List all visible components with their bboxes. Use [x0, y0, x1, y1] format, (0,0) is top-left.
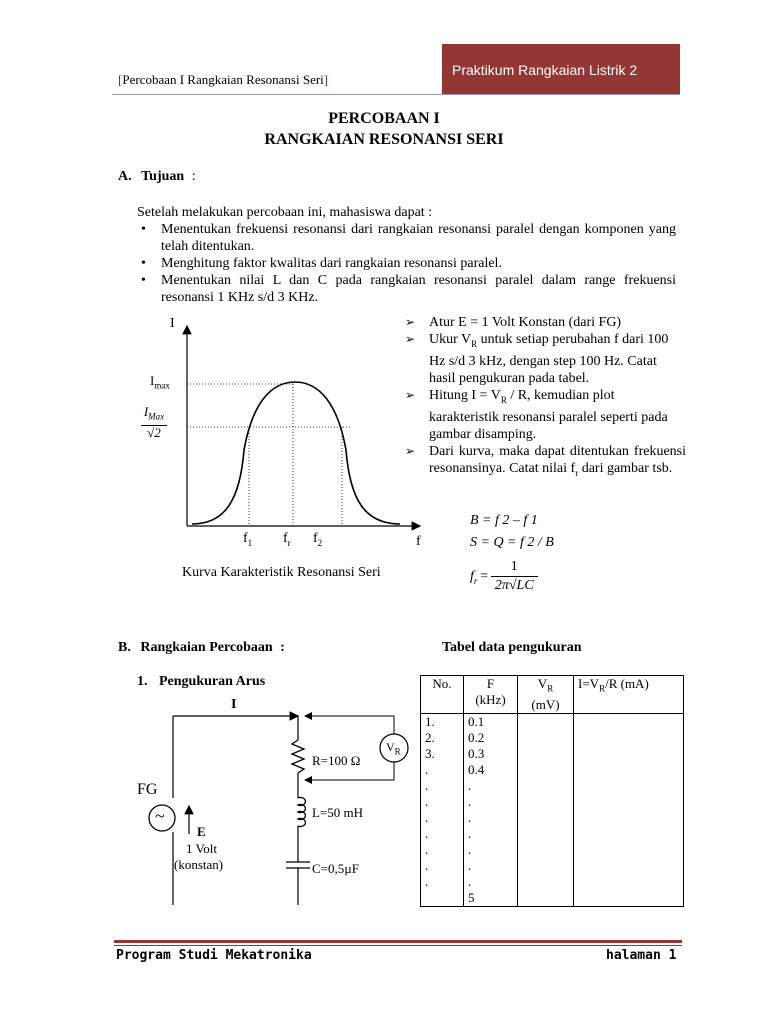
section-b-heading: B. Rangkaian Percobaan : — [118, 640, 285, 655]
footer-divider-thin — [114, 945, 682, 946]
section-a-title: Tujuan — [141, 169, 185, 184]
no-column-cell: 1. 2. 3. . . . . . . . . — [421, 713, 464, 906]
circuit-resistor-label: R=100 Ω — [312, 753, 361, 768]
circuit-tilde-symbol: ~ — [155, 806, 165, 826]
table-header-row — [421, 676, 684, 714]
page-title-line1: PERCOBAAN I — [328, 110, 440, 127]
procedure-step: ➢ Atur E = 1 Volt Konstan (dari FG) — [403, 314, 686, 331]
inductor-icon — [298, 798, 305, 827]
resonance-curve-graph — [130, 310, 430, 600]
procedure-steps — [403, 314, 686, 481]
col-vr: $V_R$ (mV) — [518, 676, 574, 714]
graph-imax-label: $I_{max}$ — [150, 373, 170, 391]
current-column-cell[interactable] — [574, 713, 684, 906]
objective-item: • Menentukan frekuensi resonansi dari rangkaian resonansi paralel dengan komponen yang telah ditentukan. — [137, 221, 676, 255]
measurement-table — [420, 675, 684, 907]
col-frequency: F (kHz) — [464, 676, 518, 714]
graph-f1-label: $f_1$ — [243, 531, 253, 548]
circuit-inductor-label: L=50 mH — [312, 805, 364, 820]
table-body-row — [421, 713, 684, 906]
section-a-heading — [118, 169, 196, 185]
procedure-step: ➢ Hitung $I = V_R / R$, kemudian plot karakteristik resonansi paralel seperti pada gambar disamping. — [403, 387, 686, 443]
formula-quality: S = Q = f 2 / B — [470, 535, 554, 550]
footer-program: Program Studi Mekatronika — [116, 948, 312, 963]
circuit-constant-label: (konstan) — [174, 857, 224, 872]
subsection-current-measurement: 1. Pengukuran Arus — [137, 674, 266, 689]
graph-y-label: I — [170, 316, 175, 331]
section-a-colon: : — [191, 169, 196, 184]
graph-caption: Kurva Karakteristik Resonansi Seri — [182, 565, 381, 580]
page-title-line2: RANGKAIAN RESONANSI SERI — [264, 131, 504, 148]
objective-item: • Menghitung faktor kwalitas dari rangkaian resonansi paralel. — [137, 255, 676, 272]
header-left-text: Percobaan I Rangkaian Resonansi Seri — [122, 72, 324, 87]
circuit-diagram — [140, 700, 420, 920]
graph-half-power-label: $I_{Max}$ √2 — [141, 405, 167, 440]
circuit-current-label: I — [231, 697, 237, 712]
graph-x-label: f — [416, 534, 421, 549]
header-divider — [112, 94, 680, 95]
circuit-voltage-label: 1 Volt — [186, 841, 217, 856]
circuit-e-label: E — [197, 824, 206, 839]
header-bracket-open: [ — [118, 72, 123, 87]
resistor-icon — [292, 740, 304, 773]
col-current: $I=V_R/R$ (mA) — [574, 676, 684, 714]
section-a-intro: Setelah melakukan percobaan ini, mahasiswa dapat : — [137, 205, 433, 220]
resonance-curve — [192, 382, 400, 524]
circuit-capacitor-label: C=0,5µF — [312, 861, 359, 876]
section-a-label: A. — [118, 169, 132, 184]
circuit-fg-label: FG — [137, 781, 158, 798]
circuit-vr-label: $V_R$ — [386, 740, 401, 757]
header-title — [118, 72, 328, 88]
header-badge: Praktikum Rangkaian Listrik 2 — [442, 44, 680, 94]
objectives-list — [137, 221, 676, 306]
graph-fr-label: $f_r$ — [283, 531, 291, 548]
procedure-step: ➢ Ukur $V_R$ untuk setiap perubahan f dari 100 Hz s/d 3 kHz, dengan step 100 Hz. Catat hasil pengukuran pada tabel. — [403, 331, 686, 387]
footer-page-number: halaman 1 — [606, 948, 677, 963]
frequency-column-cell: 0.1 0.2 0.3 0.4 . . . . . . . 5 — [464, 713, 518, 906]
procedure-step: ➢ Dari kurva, maka dapat ditentukan frekuensi resonansinya. Catat nilai $f_r$ dari gambar tsb. — [403, 443, 686, 482]
footer-divider-thick — [114, 940, 682, 943]
objective-item: • Menentukan nilai L dan C pada rangkaian resonansi paralel dalam range frekuensi resonansi 1 KHz s/d 3 KHz. — [137, 272, 676, 306]
formula-bandwidth: B = f 2 – f 1 — [470, 513, 538, 528]
graph-f2-label: $f_2$ — [313, 531, 323, 548]
table-title: Tabel data pengukuran — [442, 640, 582, 655]
vr-column-cell[interactable] — [518, 713, 574, 906]
col-no: No. — [421, 676, 464, 714]
header-bracket-close: ] — [323, 72, 329, 87]
formula-resonance: f $_r$ = $\frac{1}{2\pi√LC}$ — [470, 558, 538, 595]
